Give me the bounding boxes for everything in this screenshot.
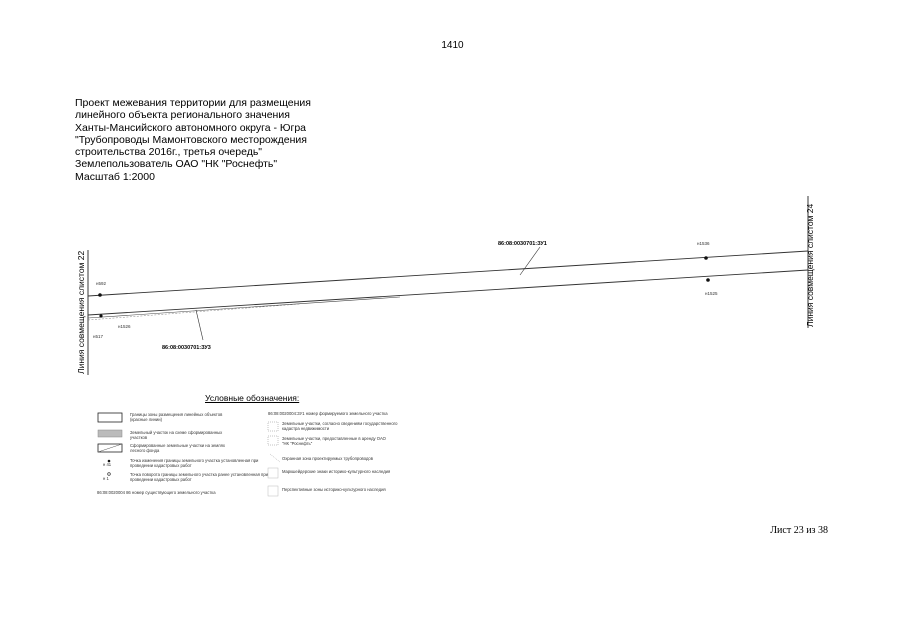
legend-right-item: Земельные участки, согласно сведениям государственного кадастра недвижимости xyxy=(282,421,398,431)
legend-parcel-swatch xyxy=(98,430,122,437)
legend-red-line-swatch xyxy=(98,413,122,422)
title-line: Ханты-Мансийского автономного округа - Югра xyxy=(75,121,306,134)
hatch-line xyxy=(88,304,300,320)
title-line: линейного объекта регионального значения xyxy=(75,109,290,122)
legend-lease-swatch xyxy=(268,436,278,445)
point-marker xyxy=(704,256,708,260)
point-label: н1525 xyxy=(705,291,718,296)
title-line: Проект межевания территории для размещения xyxy=(75,97,311,109)
point-label: н592 xyxy=(96,281,106,286)
legend-point-old-icon xyxy=(108,473,111,476)
upper-boundary-line xyxy=(88,251,808,296)
legend-left-item: Земельный участок на схеме сформированных участков xyxy=(130,430,223,440)
parcel-upper-leader xyxy=(520,247,540,275)
point-label: н517 xyxy=(93,334,103,339)
legend-marker-label: н 41 xyxy=(103,462,112,467)
legend-right-item: Охранная зона проектируемых трубопроводов xyxy=(282,456,373,461)
legend-right-item: Земельные участки, предоставленные в аренду ОАО "НК "Роснефть" xyxy=(282,436,386,446)
legend-left-item: Точка поворота границы земельного участка ранее установленная при проведении кадастровых работ xyxy=(130,472,268,482)
legend-left-item: Сформированные земельные участки на землях лесного фонда xyxy=(130,443,225,453)
legend-title: Условные обозначения: xyxy=(205,393,300,403)
legend-cadastre-swatch xyxy=(268,422,278,431)
legend-existing-parcel: 86:08:0020004 86 номер существующего земельного участка xyxy=(97,490,216,495)
parcel-upper-label: 86:08:0030701:ЗУ1 xyxy=(498,241,547,247)
legend-left-item: Точка изменения границы земельного участка установленная при проведении кадастровых работ xyxy=(130,458,259,468)
legend-new-parcel: 86:08:0020004:ЗУ1 номер формируемого земельного участка xyxy=(268,411,388,416)
point-label: н1536 xyxy=(697,241,710,246)
scale-line: Масштаб 1:2000 xyxy=(75,170,155,183)
parcel-lower-leader xyxy=(196,310,203,340)
legend-left-item: Границы зоны размещения линейных объектов (красные линии) xyxy=(130,412,223,422)
lower-boundary-inner-line xyxy=(88,297,400,318)
legend-right-item: Перспективные зоны историко-культурного наследия xyxy=(282,487,386,492)
page-number: 1410 xyxy=(441,40,464,51)
legend-protection-swatch xyxy=(270,454,280,462)
point-marker xyxy=(706,278,710,282)
right-match-line-label: Линия совмещения слистом 24 xyxy=(805,203,815,327)
title-line: строительства 2016г., третья очередь" xyxy=(75,146,263,159)
point-marker xyxy=(99,314,102,317)
title-line: "Трубопроводы Мамонтовского месторождения xyxy=(75,133,307,146)
point-marker xyxy=(98,293,102,297)
left-match-line-label: Линия совмещения слистом 22 xyxy=(76,250,86,374)
point-label: н1526 xyxy=(118,324,131,329)
legend-forest-hatch xyxy=(98,444,122,452)
legend-heritage-swatch xyxy=(268,486,278,496)
title-line: Землепользователь ОАО "НК "Роснефть" xyxy=(75,158,278,171)
parcel-lower-label: 86:08:0030701:ЗУ3 xyxy=(162,345,211,351)
legend-right-item: Маркшейдерские знаки историко-культурного наследия xyxy=(282,469,391,474)
sheet-footer: Лист 23 из 38 xyxy=(770,525,828,536)
lower-boundary-line xyxy=(88,270,808,315)
legend-marker-label: н 1 xyxy=(103,476,109,481)
